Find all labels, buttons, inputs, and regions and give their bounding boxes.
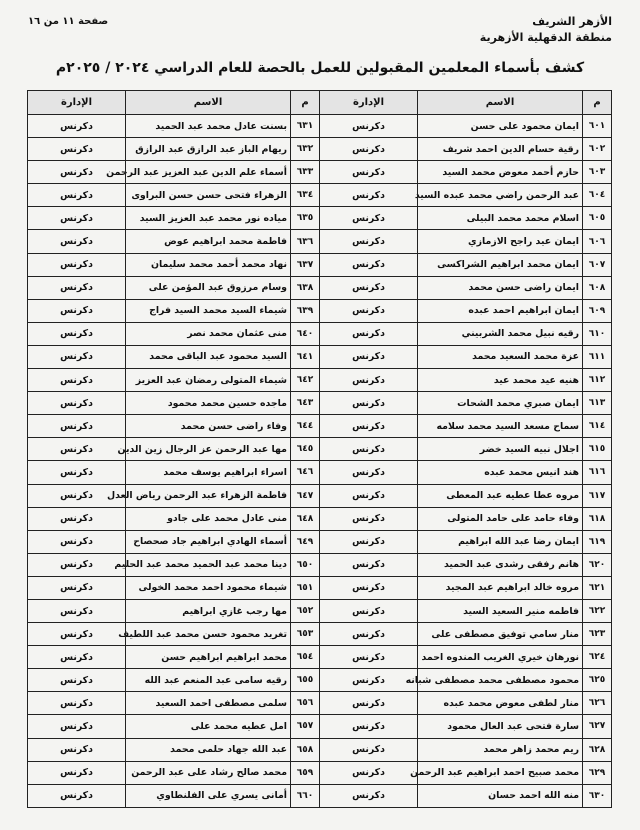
table-row [27,184,320,207]
row-number: ٦٥٣ [290,622,320,646]
table-row [319,646,612,669]
table-header-row [27,91,320,115]
teacher-name: أمانى يسري على الفلنطاوي [125,784,291,808]
document-title: كشف بأسماء المعلمين المقبولين للعمل بالحصة للعام الدراسي ٢٠٢٤ / ٢٠٢٥م [55,60,585,76]
table-row [319,531,612,554]
table-row [27,300,320,323]
administration-name: دكرنس [27,414,126,438]
page-number: صفحة ١١ من ١٦ [28,16,109,27]
teacher-name: شيماء محمود احمد محمد الخولى [125,576,291,600]
administration-name: دكرنس [319,368,418,392]
administration-name: دكرنس [27,206,126,230]
teacher-name: سماح مسعد السيد محمد سلامه [417,414,583,438]
row-number: ٦٢٦ [582,691,612,715]
table-row [319,554,612,577]
administration-name: دكرنس [319,761,418,785]
teacher-name: ايمان راضى حسن محمد [417,276,583,300]
teacher-name: مها عبد الرحمن عز الرجال زين الدين [125,437,291,461]
administration-name: دكرنس [319,668,418,692]
column-header-administration: الإدارة [27,90,126,115]
table-row [319,415,612,438]
teacher-name: ماجده حسين محمد محمود [125,391,291,415]
table-row [27,508,320,531]
teacher-name: مروه خالد ابراهيم عبد المجيد [417,576,583,600]
teacher-name: هند انيس محمد عبده [417,460,583,484]
row-number: ٦٠٥ [582,206,612,230]
teacher-name: رقيه نبيل محمد الشربيني [417,322,583,346]
table-row [319,715,612,738]
row-number: ٦٥٥ [290,668,320,692]
teacher-name: وسام مرزوق عبد المؤمن على [125,276,291,300]
teacher-name: شيماء المتولى رمضان عبد العزيز [125,368,291,392]
teacher-name: أسماء علم الدين عبد العزيز عبد الرحمن [125,160,291,184]
teacher-name: حازم أحمد معوض محمد السيد [417,160,583,184]
table-row [319,207,612,230]
table-right-half [319,91,612,815]
row-number: ٦١٨ [582,507,612,531]
teacher-name: أسماء الهادي ابراهيم جاد صحصاح [125,530,291,554]
table-row [27,577,320,600]
administration-name: دكرنس [27,738,126,762]
table-row [27,161,320,184]
administration-name: دكرنس [27,714,126,738]
table-row [319,161,612,184]
teacher-name: ريم محمد زاهر محمد [417,738,583,762]
organization-header [480,14,612,46]
row-number: ٦٢٩ [582,761,612,785]
teacher-name: السيد محمود عبد الباقى محمد [125,345,291,369]
teacher-name: ايمان ابراهيم احمد عبده [417,299,583,323]
teacher-name: منى عادل محمد على جادو [125,507,291,531]
teachers-table [26,91,612,815]
administration-name: دكرنس [27,530,126,554]
row-number: ٦٠٤ [582,183,612,207]
table-row [27,785,320,808]
table-row [319,485,612,508]
row-number: ٦٥٩ [290,761,320,785]
table-row [319,785,612,808]
administration-name: دكرنس [319,276,418,300]
administration-name: دكرنس [319,738,418,762]
row-number: ٦١٦ [582,460,612,484]
administration-name: دكرنس [319,714,418,738]
teacher-name: رقية حسام الدين احمد شريف [417,137,583,161]
row-number: ٦٥٧ [290,714,320,738]
table-row [27,346,320,369]
row-number: ٦٤٣ [290,391,320,415]
administration-name: دكرنس [27,160,126,184]
row-number: ٦٢٧ [582,714,612,738]
teacher-name: اسلام محمد محمد البيلى [417,206,583,230]
administration-name: دكرنس [27,114,126,138]
row-number: ٦٢٤ [582,645,612,669]
column-header-number: م [290,90,320,115]
row-number: ٦٥٨ [290,738,320,762]
row-number: ٦١٣ [582,391,612,415]
row-number: ٦٠١ [582,114,612,138]
table-row [27,415,320,438]
row-number: ٦٥٢ [290,599,320,623]
row-number: ٦٠٩ [582,299,612,323]
teacher-name: رقيه سامى عبد المنعم عبد الله [125,668,291,692]
administration-name: دكرنس [319,160,418,184]
teacher-name: ايمان محمد ابراهيم الشراكسى [417,253,583,277]
administration-name: دكرنس [27,299,126,323]
teacher-name: هانم رفقى رشدى عبد الحميد [417,553,583,577]
row-number: ٦٣٠ [582,784,612,808]
administration-name: دكرنس [27,761,126,785]
row-number: ٦٥٤ [290,645,320,669]
table-row [319,739,612,762]
table-row [27,277,320,300]
table-row [27,646,320,669]
org-line-2: منطقة الدقهلية الأزهرية [479,31,612,44]
row-number: ٦٣٥ [290,206,320,230]
table-row [319,254,612,277]
administration-name: دكرنس [319,784,418,808]
row-number: ٦١٧ [582,484,612,508]
administration-name: دكرنس [319,484,418,508]
administration-name: دكرنس [27,183,126,207]
table-row [27,254,320,277]
row-number: ٦٣١ [290,114,320,138]
table-row [27,531,320,554]
administration-name: دكرنس [319,322,418,346]
teacher-name: محمود مصطفى محمد مصطفى شبانه [417,668,583,692]
row-number: ٦٤٨ [290,507,320,531]
administration-name: دكرنس [319,507,418,531]
administration-name: دكرنس [319,576,418,600]
teacher-name: اجلال نبيه السيد خضر [417,437,583,461]
administration-name: دكرنس [27,668,126,692]
teacher-name: ريهام الباز عبد الرازق عبد الرازق [125,137,291,161]
table-row [319,461,612,484]
table-row [319,300,612,323]
table-row [319,392,612,415]
teacher-name: عبد الرحمن راضي محمد عبده السيد [417,183,583,207]
administration-name: دكرنس [27,253,126,277]
table-row [319,623,612,646]
table-row [319,508,612,531]
table-row [319,277,612,300]
table-row [27,600,320,623]
row-number: ٦٤٠ [290,322,320,346]
table-row [319,762,612,785]
row-number: ٦٣٦ [290,229,320,253]
table-row [319,369,612,392]
administration-name: دكرنس [319,137,418,161]
row-number: ٦٠٢ [582,137,612,161]
row-number: ٦٣٢ [290,137,320,161]
administration-name: دكرنس [27,322,126,346]
column-header-name: الاسم [125,90,291,115]
teacher-name: ايمان محمود على حسن [417,114,583,138]
teacher-name: بسنت عادل محمد عبد الحميد [125,114,291,138]
teacher-name: مها رجب غازي ابراهيم [125,599,291,623]
row-number: ٦٢٠ [582,553,612,577]
table-row [27,669,320,692]
row-number: ٦٢٨ [582,738,612,762]
row-number: ٦٥١ [290,576,320,600]
teacher-name: عبد الله جهاد حلمى محمد [125,738,291,762]
row-number: ٦٢٥ [582,668,612,692]
row-number: ٦٣٩ [290,299,320,323]
administration-name: دكرنس [27,391,126,415]
row-number: ٦١٠ [582,322,612,346]
table-row [27,554,320,577]
row-number: ٦٤٢ [290,368,320,392]
administration-name: دكرنس [27,368,126,392]
administration-name: دكرنس [27,484,126,508]
administration-name: دكرنس [319,206,418,230]
administration-name: دكرنس [27,345,126,369]
teacher-name: فاطمة محمد ابراهيم عوض [125,229,291,253]
column-header-name: الاسم [417,90,583,115]
teacher-name: ايمان رضا عبد الله ابراهيم [417,530,583,554]
table-row [319,600,612,623]
administration-name: دكرنس [27,691,126,715]
row-number: ٦٠٧ [582,253,612,277]
row-number: ٦٣٤ [290,183,320,207]
row-number: ٦٠٦ [582,229,612,253]
teacher-name: منار سامي توفيق مصطفى على [417,622,583,646]
row-number: ٦٤٤ [290,414,320,438]
administration-name: دكرنس [319,622,418,646]
administration-name: دكرنس [319,253,418,277]
row-number: ٦٢٣ [582,622,612,646]
row-number: ٦٤٥ [290,437,320,461]
administration-name: دكرنس [319,299,418,323]
row-number: ٦١٤ [582,414,612,438]
teacher-name: فاطمه منير السعيد السيد [417,599,583,623]
row-number: ٦٣٣ [290,160,320,184]
teacher-name: سلمى مصطفى احمد السعيد [125,691,291,715]
teacher-name: محمد ابراهيم ابراهيم حسن [125,645,291,669]
row-number: ٦٢١ [582,576,612,600]
teacher-name: دينا محمد عبد الحميد محمد عبد الحليم [125,553,291,577]
teacher-name: نهاد محمد أحمد محمد سليمان [125,253,291,277]
teacher-name: هنيه عيد محمد عيد [417,368,583,392]
table-row [27,115,320,138]
administration-name: دكرنس [319,183,418,207]
teacher-name: امل عطيه محمد على [125,714,291,738]
table-row [27,485,320,508]
administration-name: دكرنس [27,645,126,669]
table-row [27,739,320,762]
row-number: ٦٤٩ [290,530,320,554]
row-number: ٦٣٧ [290,253,320,277]
column-header-number: م [582,90,612,115]
teacher-name: وفاء حامد على حامد المتولى [417,507,583,531]
administration-name: دكرنس [319,229,418,253]
row-number: ٦٥٦ [290,691,320,715]
table-row [319,138,612,161]
table-row [319,346,612,369]
teacher-name: سارة فتحى عبد العال محمود [417,714,583,738]
administration-name: دكرنس [27,784,126,808]
administration-name: دكرنس [319,691,418,715]
teacher-name: مروه عطا عطيه عبد المعطى [417,484,583,508]
administration-name: دكرنس [319,553,418,577]
administration-name: دكرنس [319,437,418,461]
teacher-name: عزة محمد السعيد محمد [417,345,583,369]
row-number: ٦١١ [582,345,612,369]
teacher-name: وفاء راضى حسن محمد [125,414,291,438]
administration-name: دكرنس [27,276,126,300]
administration-name: دكرنس [319,599,418,623]
table-row [27,207,320,230]
table-row [27,762,320,785]
administration-name: دكرنس [27,507,126,531]
table-left-half [27,91,320,815]
table-row [319,323,612,346]
teacher-name: محمد صالح رشاد على عبد الرحمن [125,761,291,785]
administration-name: دكرنس [27,622,126,646]
table-row [27,438,320,461]
table-row [319,577,612,600]
administration-name: دكرنس [319,645,418,669]
teacher-name: اسراء ابراهيم يوسف محمد [125,460,291,484]
administration-name: دكرنس [27,553,126,577]
table-row [319,230,612,253]
row-number: ٦٠٣ [582,160,612,184]
teacher-name: منى عثمان محمد نصر [125,322,291,346]
row-number: ٦٠٨ [582,276,612,300]
table-row [319,692,612,715]
administration-name: دكرنس [27,229,126,253]
table-header-row [319,91,612,115]
teacher-name: مياده نور محمد عبد العزيز السيد [125,206,291,230]
administration-name: دكرنس [319,114,418,138]
row-number: ٦١٩ [582,530,612,554]
administration-name: دكرنس [27,437,126,461]
row-number: ٦٦٠ [290,784,320,808]
table-row [27,369,320,392]
administration-name: دكرنس [27,576,126,600]
row-number: ٦٤٦ [290,460,320,484]
table-row [27,392,320,415]
administration-name: دكرنس [319,460,418,484]
row-number: ٦١٥ [582,437,612,461]
administration-name: دكرنس [27,137,126,161]
row-number: ٦٤٧ [290,484,320,508]
teacher-name: منار لطفى معوض محمد عبده [417,691,583,715]
row-number: ٦٥٠ [290,553,320,577]
table-row [27,138,320,161]
table-row [27,461,320,484]
row-number: ٦٤١ [290,345,320,369]
teacher-name: محمد صبيح احمد ابراهيم عبد الرحمن [417,761,583,785]
administration-name: دكرنس [27,599,126,623]
teacher-name: منه الله احمد حسان [417,784,583,808]
row-number: ٦٢٢ [582,599,612,623]
table-row [319,438,612,461]
teacher-name: ايمان عيد راجح الازمازي [417,229,583,253]
row-number: ٦٣٨ [290,276,320,300]
column-header-administration: الإدارة [319,90,418,115]
table-row [27,323,320,346]
table-row [27,715,320,738]
table-row [319,669,612,692]
teacher-name: ايمان صبري محمد الشحات [417,391,583,415]
teacher-name: الزهراء فتحى حسن حسن البراوى [125,183,291,207]
teacher-name: فاطمة الزهراء عبد الرحمن رياض العدل [125,484,291,508]
teacher-name: تغريد محمود حسن محمد عبد اللطيف [125,622,291,646]
table-row [27,230,320,253]
row-number: ٦١٢ [582,368,612,392]
org-line-1: الأزهر الشريف [532,15,612,28]
teacher-name: شيماء السيد محمد السيد فراج [125,299,291,323]
administration-name: دكرنس [27,460,126,484]
table-row [319,184,612,207]
administration-name: دكرنس [319,414,418,438]
table-row [27,692,320,715]
table-row [27,623,320,646]
administration-name: دكرنس [319,530,418,554]
table-row [319,115,612,138]
teacher-name: نورهان خيري الغريب المندوه احمد [417,645,583,669]
administration-name: دكرنس [319,345,418,369]
administration-name: دكرنس [319,391,418,415]
